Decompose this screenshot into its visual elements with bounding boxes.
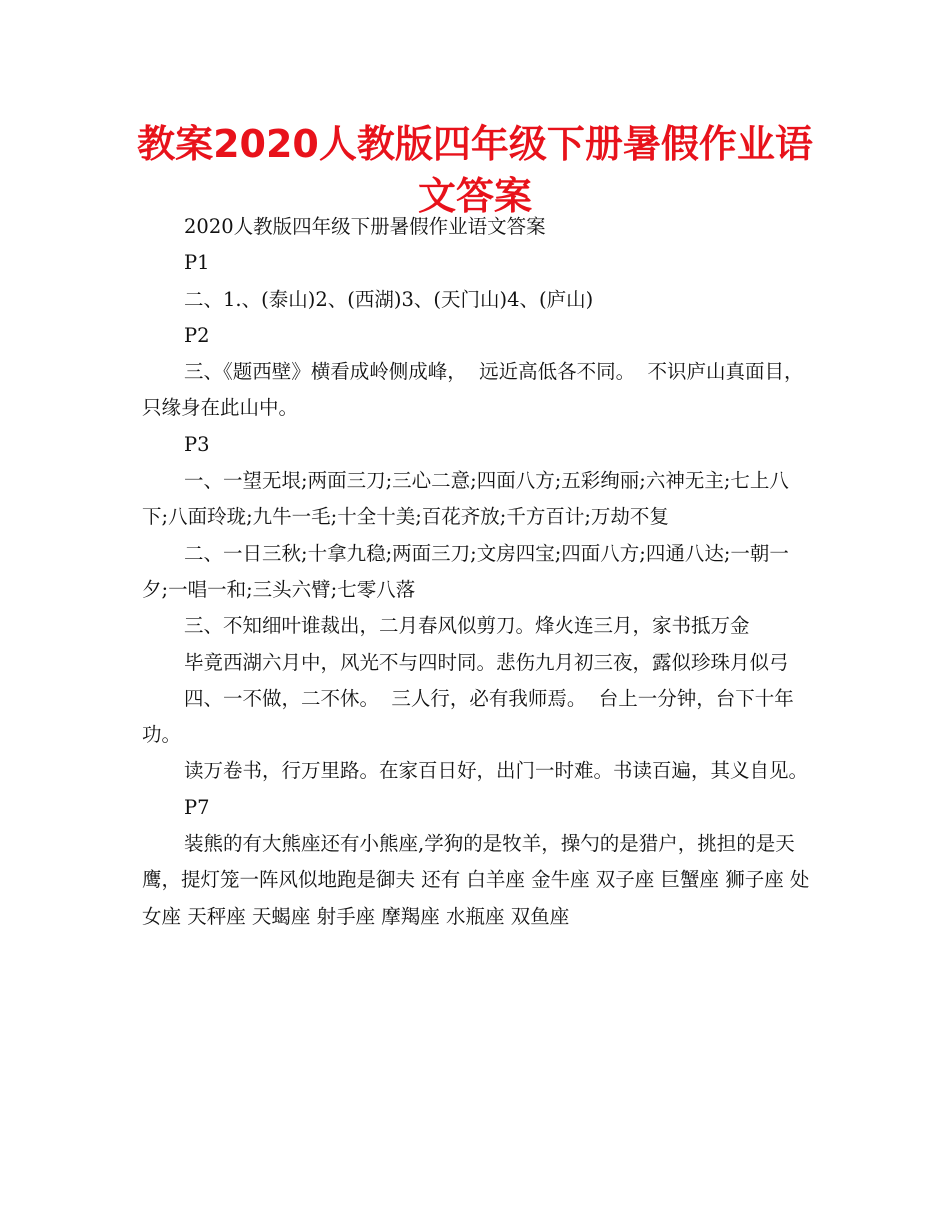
paragraph-answer: 二、1.、(泰山)2、(西湖)3、(天门山)4、(庐山) [184, 287, 594, 311]
paragraph-answer: 三、不知细叶谁裁出，二月春风似剪刀。烽火连三月，家书抵万金 [184, 614, 750, 638]
paragraph-subtitle: 2020人教版四年级下册暑假作业语文答案 [184, 215, 546, 238]
paragraph-answer: 装熊的有大熊座还有小熊座,学狗的是牧羊，操勺的是猎户，挑担的是天鹰，提灯笼一阵风似地跑是御夫 还有 白羊座 金牛座 双子座 巨蟹座 狮子座 处女座 天秤座 天蝎座 射手座 摩羯座 水瓶座 双鱼座 [142, 832, 810, 928]
page-marker-p1: P1 [184, 251, 210, 275]
paragraph-answer: 二、一日三秋;十拿九稳;两面三刀;文房四宝;四面八方;四通八达;一朝一夕;一唱一和;三头六臂;七零八落 [142, 541, 789, 601]
page-marker-p3: P3 [184, 432, 210, 456]
paragraph-answer: 读万卷书，行万里路。在家百日好，出门一时难。书读百遍，其义自见。 [184, 759, 809, 783]
paragraph-answer: 三、《题西壁》横看成岭侧成峰， 远近高低各不同。 不识庐山真面目， 只缘身在此山中。 [142, 360, 816, 420]
paragraph-answer: 毕竟西湖六月中，风光不与四时同。悲伤九月初三夜，露似珍珠月似弓 [184, 650, 789, 674]
paragraph-answer: 一、一望无垠;两面三刀;三心二意;四面八方;五彩绚丽;六神无主;七上八下;八面玲珑;九牛一毛;十全十美;百花齐放;千方百计;万劫不复 [142, 469, 789, 529]
page-marker-p2: P2 [184, 323, 210, 347]
page-marker-p7: P7 [184, 795, 210, 819]
document-title: 教案2020人教版四年级下册暑假作业语文答案 [137, 122, 813, 218]
paragraph-answer: 四、一不做，二不休。 三人行，必有我师焉。 台上一分钟，台下十年功。 [142, 686, 794, 747]
document-body [142, 209, 816, 935]
